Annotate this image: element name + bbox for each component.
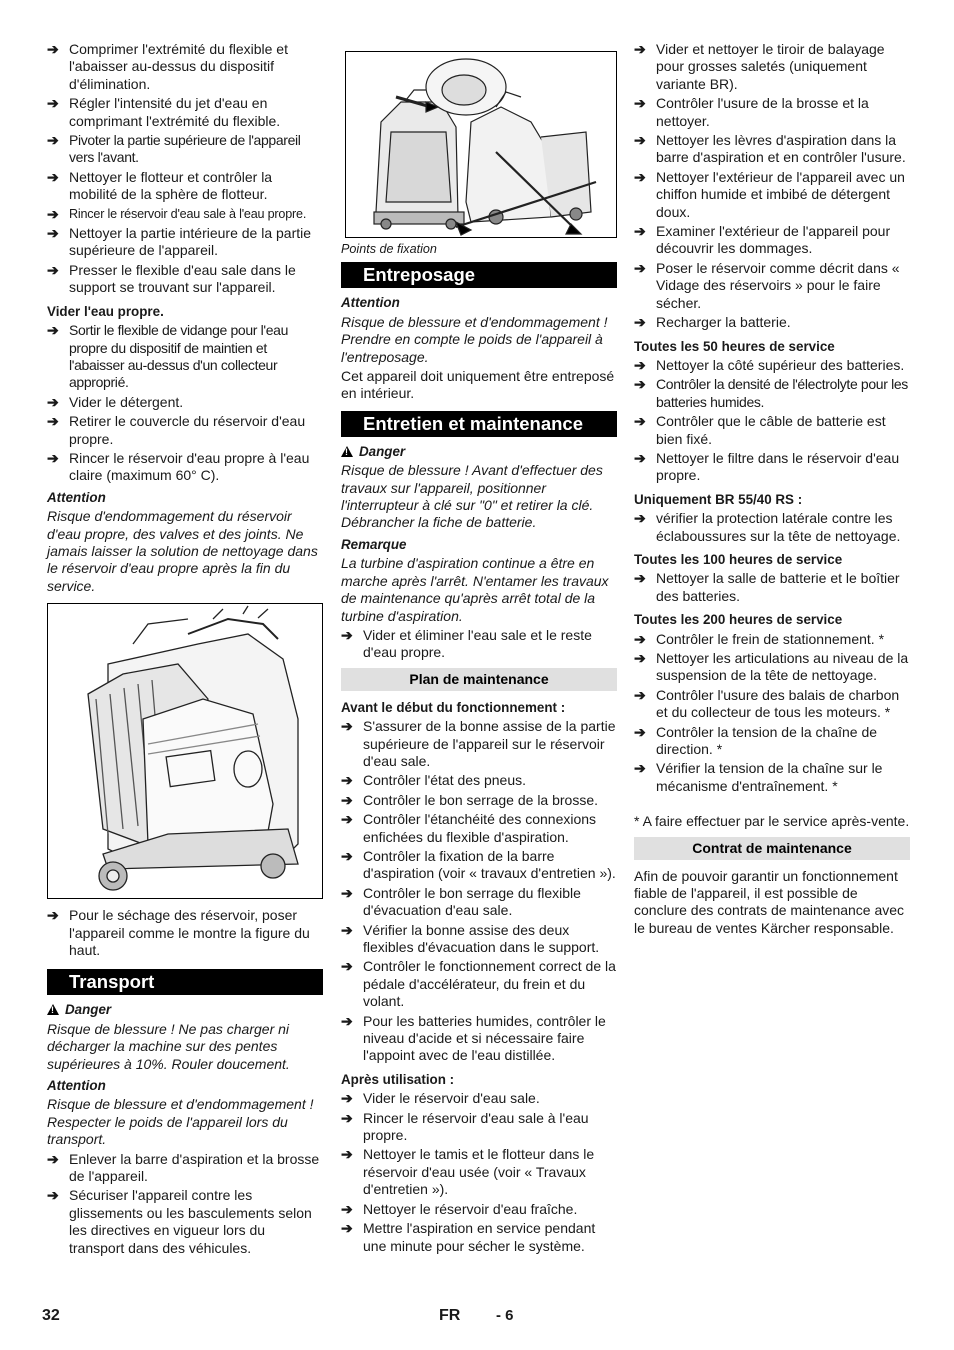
- bullet-item: ➔ S'assurer de la bonne assise de la partie supérieure de l'appareil sur le réservoir d'eau sale.: [341, 718, 616, 769]
- language-code: FR: [439, 1307, 461, 1324]
- arrow-right-icon: ➔: [634, 630, 646, 647]
- arrow-right-icon: ➔: [341, 626, 353, 643]
- bullet-item: ➔ Nettoyer les articulations au niveau de la suspension de la tête de nettoyage.: [634, 650, 909, 684]
- remarque-label: Remarque: [341, 536, 407, 552]
- column-left: [47, 41, 323, 1259]
- bullet-item: ➔ Recharger la batterie.: [634, 314, 791, 331]
- bullet-item: ➔ Nettoyer la salle de batterie et le boîtier des batteries.: [634, 570, 900, 604]
- arrow-right-icon: ➔: [634, 570, 646, 587]
- arrow-right-icon: ➔: [341, 1220, 353, 1237]
- section-subheading: Uniquement BR 55/40 RS :: [634, 491, 803, 507]
- bullet-item: ➔ Contrôler l'étanchéité des connexions enfichées du flexible d'aspiration.: [341, 811, 597, 845]
- bullet-item: ➔ Enlever la barre d'aspiration et la brosse de l'appareil.: [47, 1150, 320, 1185]
- arrow-right-icon: ➔: [634, 686, 646, 703]
- arrow-right-icon: ➔: [47, 322, 59, 339]
- bullet-item: ➔ Contrôler l'usure des balais de charbon et du collecteur de tous les moteurs. *: [634, 686, 900, 721]
- footnote: * A faire effectuer par le service après-vente.: [634, 813, 910, 830]
- figure-drying-position: [47, 603, 323, 899]
- fixation-points-illustration: [346, 52, 616, 237]
- bullet-item: ➔ Sécuriser l'appareil contre les glissements ou les basculements selon les directives en vigueur lors du transport dans des véhicules.: [47, 1187, 312, 1256]
- warning-triangle-icon: [341, 446, 353, 457]
- page-number: 32: [42, 1307, 60, 1324]
- body-text: Afin de pouvoir garantir un fonctionnement fiable de l'appareil, il est possible de conclure des contrats de maintenance avec le bureau de ventes Kärcher responsable.: [634, 867, 905, 936]
- bullet-item: ➔ Rincer le réservoir d'eau sale à l'eau propre.: [341, 1109, 589, 1144]
- arrow-right-icon: ➔: [47, 132, 59, 149]
- bullet-item: ➔ Mettre l'aspiration en service pendant une minute pour sécher le système.: [341, 1220, 596, 1254]
- arrow-right-icon: ➔: [47, 1150, 59, 1167]
- bullet-item: ➔ Contrôler le bon serrage du flexible d'évacuation d'eau sale.: [341, 884, 581, 919]
- arrow-right-icon: ➔: [47, 168, 59, 185]
- arrow-right-icon: ➔: [634, 510, 646, 527]
- bullet-item: ➔ Contrôler le bon serrage de la brosse.: [341, 791, 599, 808]
- arrow-right-icon: ➔: [341, 921, 353, 938]
- bullet-item: ➔ Nettoyer la partie intérieure de la partie supérieure de l'appareil.: [47, 225, 312, 259]
- danger-text: Risque de blessure ! Ne pas charger ni décharger la machine sur des pentes supérieures à 10%. Rouler doucement.: [47, 1020, 290, 1072]
- arrow-right-icon: ➔: [634, 650, 646, 666]
- arrow-right-icon: ➔: [47, 1187, 59, 1204]
- bullet-item: ➔ Nettoyer les lèvres d'aspiration dans la barre d'aspiration et en contrôler l'usure.: [634, 132, 906, 166]
- arrow-right-icon: ➔: [341, 811, 353, 828]
- arrow-right-icon: ➔: [634, 760, 646, 777]
- bullet-list-top: [634, 41, 910, 332]
- section-subheading: Toutes les 100 heures de service: [634, 551, 843, 567]
- danger-label: !Danger: [47, 1001, 323, 1018]
- arrow-right-icon: ➔: [634, 132, 646, 149]
- attention-text: Risque de blessure et d'endommagement ! Respecter le poids de l'appareil lors du transport.: [47, 1096, 314, 1148]
- section-subheading: Avant le début du fonctionnement :: [341, 699, 566, 715]
- arrow-right-icon: ➔: [341, 1146, 353, 1163]
- bullet-item: ➔ Pour les batteries humides, contrôler le niveau d'acide et si nécessaire faire l'appoint avec de l'eau distillée.: [341, 1012, 606, 1064]
- danger-text: Risque de blessure ! Avant d'effectuer des travaux sur l'appareil, positionner l'interrupteur à clé sur "0" et retirer la clé. Débrancher la fiche de batterie.: [341, 462, 603, 531]
- bullet-item: ➔ Vider le réservoir d'eau sale.: [341, 1090, 540, 1107]
- arrow-right-icon: ➔: [634, 95, 646, 112]
- bullet-list-top: [47, 41, 323, 297]
- sub-page-number: - 6: [496, 1307, 514, 1324]
- arrow-right-icon: ➔: [341, 958, 353, 975]
- bullet-item: ➔ Retirer le couvercle du réservoir d'eau propre.: [47, 413, 306, 447]
- bullet-item: ➔ Vider et éliminer l'eau sale et le reste d'eau propre.: [341, 626, 592, 661]
- bullet-item: ➔ Contrôler la densité de l'électrolyte pour les batteries humides.: [634, 376, 908, 410]
- arrow-right-icon: ➔: [341, 847, 353, 864]
- section-heading-entreposage: Entreposage: [341, 262, 617, 288]
- bullet-item: ➔ Presser le flexible d'eau sale dans le support se trouvant sur l'appareil.: [47, 261, 296, 296]
- bullet-item: ➔ Rincer le réservoir d'eau sale à l'eau propre.: [47, 205, 307, 222]
- arrow-right-icon: ➔: [47, 95, 59, 112]
- bullet-list-200h: [634, 631, 910, 796]
- column-right: [634, 41, 910, 939]
- arrow-right-icon: ➔: [47, 261, 59, 278]
- bullet-list-apres: [341, 1090, 617, 1255]
- arrow-right-icon: ➔: [341, 1109, 353, 1126]
- danger-label: !Danger: [341, 443, 617, 460]
- section-heading-transport: Transport: [47, 969, 323, 995]
- warning-triangle-icon: [47, 1004, 59, 1015]
- attention-label: Attention: [47, 1078, 106, 1094]
- attention-text: Risque de blessure et d'endommagement ! Prendre en compte le poids de l'appareil à l'entreposage.: [341, 313, 608, 365]
- section-subheading: Toutes les 50 heures de service: [634, 338, 835, 354]
- section-subheading: Toutes les 200 heures de service: [634, 612, 843, 628]
- bullet-item: ➔ Régler l'intensité du jet d'eau en comprimant l'extrémité du flexible.: [47, 95, 281, 129]
- arrow-right-icon: ➔: [634, 413, 646, 430]
- bullet-item: ➔ Pivoter la partie supérieure de l'appareil vers l'avant.: [47, 132, 301, 166]
- arrow-right-icon: ➔: [341, 718, 353, 735]
- arrow-right-icon: ➔: [341, 884, 353, 901]
- section-heading-contrat: Contrat de maintenance: [634, 837, 910, 860]
- bullet-item: ➔ Contrôler le fonctionnement correct de la pédale d'accélérateur, du frein et du volant.: [341, 958, 616, 1010]
- arrow-right-icon: ➔: [634, 449, 646, 466]
- body-text: Cet appareil doit uniquement être entreposé en intérieur.: [341, 368, 615, 402]
- bullet-list-50h: [634, 357, 910, 485]
- arrow-right-icon: ➔: [47, 393, 59, 410]
- bullet-item: ➔ Contrôler le frein de stationnement. *: [634, 630, 885, 647]
- arrow-right-icon: ➔: [634, 259, 646, 276]
- arrow-right-icon: ➔: [47, 205, 59, 222]
- bullet-item: ➔ Poser le réservoir comme décrit dans « Vidage des réservoirs » pour le faire sécher.: [634, 259, 900, 311]
- arrow-right-icon: ➔: [634, 356, 646, 373]
- arrow-right-icon: ➔: [634, 376, 646, 393]
- arrow-right-icon: ➔: [341, 772, 353, 789]
- bullet-item: ➔ Vérifier la bonne assise des deux flexibles d'évacuation dans le support.: [341, 921, 600, 955]
- arrow-right-icon: ➔: [47, 41, 59, 57]
- arrow-right-icon: ➔: [47, 225, 59, 242]
- attention-label: Attention: [341, 295, 400, 311]
- bullet-item: ➔ Contrôler la tension de la chaîne de direction. *: [634, 723, 878, 758]
- arrow-right-icon: ➔: [47, 907, 59, 924]
- section-subheading: Après utilisation :: [341, 1071, 455, 1087]
- bullet-item: ➔ Nettoyer le flotteur et contrôler la mobilité de la sphère de flotteur.: [47, 168, 273, 203]
- figure-caption: Points de fixation: [341, 242, 437, 256]
- bullet-list-vider: [47, 322, 323, 485]
- bullet-item: ➔ Nettoyer l'extérieur de l'appareil avec un chiffon humide et imbibé de détergent doux.: [634, 168, 905, 220]
- bullet-item: ➔ Comprimer l'extrémité du flexible et l'abaisser au-dessus du dispositif d'élimination.: [47, 41, 288, 92]
- bullet-item: ➔ Examiner l'extérieur de l'appareil pour découvrir les dommages.: [634, 223, 891, 257]
- bullet-list-avant: [341, 718, 617, 1065]
- arrow-right-icon: ➔: [634, 314, 646, 331]
- attention-label: Attention: [47, 489, 106, 505]
- bullet-item: ➔ Nettoyer la côté supérieur des batteries.: [634, 356, 905, 373]
- arrow-right-icon: ➔: [341, 1200, 353, 1217]
- bullet-item: ➔ Contrôler l'état des pneus.: [341, 772, 526, 789]
- bullet-item: ➔ Contrôler que le câble de batterie est bien fixé.: [634, 413, 886, 447]
- section-subheading: Vider l'eau propre.: [47, 303, 164, 319]
- figure-fixation-points: [345, 51, 617, 238]
- arrow-right-icon: ➔: [47, 449, 59, 466]
- bullet-item: ➔ Vider et nettoyer le tiroir de balayage pour grosses saletés (uniquement variante BR).: [634, 41, 885, 92]
- remarque-text: La turbine d'aspiration continue a être en marche après l'arrêt. N'entamer les travaux de maintenance qu'après arrêt total de la turbine d'aspiration.: [341, 555, 609, 624]
- column-middle: [341, 51, 617, 1257]
- bullet-item: ➔ Contrôler l'usure de la brosse et la nettoyer.: [634, 95, 869, 129]
- arrow-right-icon: ➔: [341, 1012, 353, 1029]
- arrow-right-icon: ➔: [341, 791, 353, 808]
- bullet-item: ➔ Sortir le flexible de vidange pour l'eau propre du dispositif de maintien et l'abaisser au-dessus d'un collecteur approprié.: [47, 322, 289, 391]
- arrow-right-icon: ➔: [47, 413, 59, 430]
- arrow-right-icon: ➔: [634, 723, 646, 740]
- bullet-item: ➔ Rincer le réservoir d'eau propre à l'eau claire (maximum 60° C).: [47, 449, 310, 484]
- attention-text: Risque d'endommagement du réservoir d'eau propre, des valves et des joints. Ne jamais laisser la solution de nettoyage dans le réservoir d'eau propre après la fin du service.: [47, 508, 318, 594]
- section-heading-plan: Plan de maintenance: [341, 668, 617, 691]
- bullet-item: ➔ Contrôler la fixation de la barre d'aspiration (voir « travaux d'entretien »).: [341, 847, 616, 882]
- bullet-item: ➔ Pour le séchage des réservoir, poser l'appareil comme le montre la figure du haut.: [47, 907, 310, 958]
- bullet-item: ➔ Nettoyer le réservoir d'eau fraîche.: [341, 1200, 578, 1217]
- arrow-right-icon: ➔: [634, 223, 646, 240]
- machine-tilted-illustration: [48, 604, 322, 898]
- bullet-item: ➔ Vider le détergent.: [47, 393, 184, 410]
- arrow-right-icon: ➔: [634, 41, 646, 57]
- bullet-item: ➔ Nettoyer le tamis et le flotteur dans le réservoir d'eau usée (voir « Travaux d'entretien »).: [341, 1146, 595, 1198]
- bullet-item: ➔ vérifier la protection latérale contre les éclaboussures sur la tête de nettoyage.: [634, 510, 901, 544]
- arrow-right-icon: ➔: [341, 1090, 353, 1107]
- bullet-item: ➔ Nettoyer le filtre dans le réservoir d'eau propre.: [634, 449, 900, 484]
- bullet-item: ➔ Vérifier la tension de la chaîne sur le mécanisme d'entraînement. *: [634, 760, 883, 794]
- arrow-right-icon: ➔: [634, 168, 646, 185]
- section-heading-entretien: Entretien et maintenance: [341, 411, 617, 437]
